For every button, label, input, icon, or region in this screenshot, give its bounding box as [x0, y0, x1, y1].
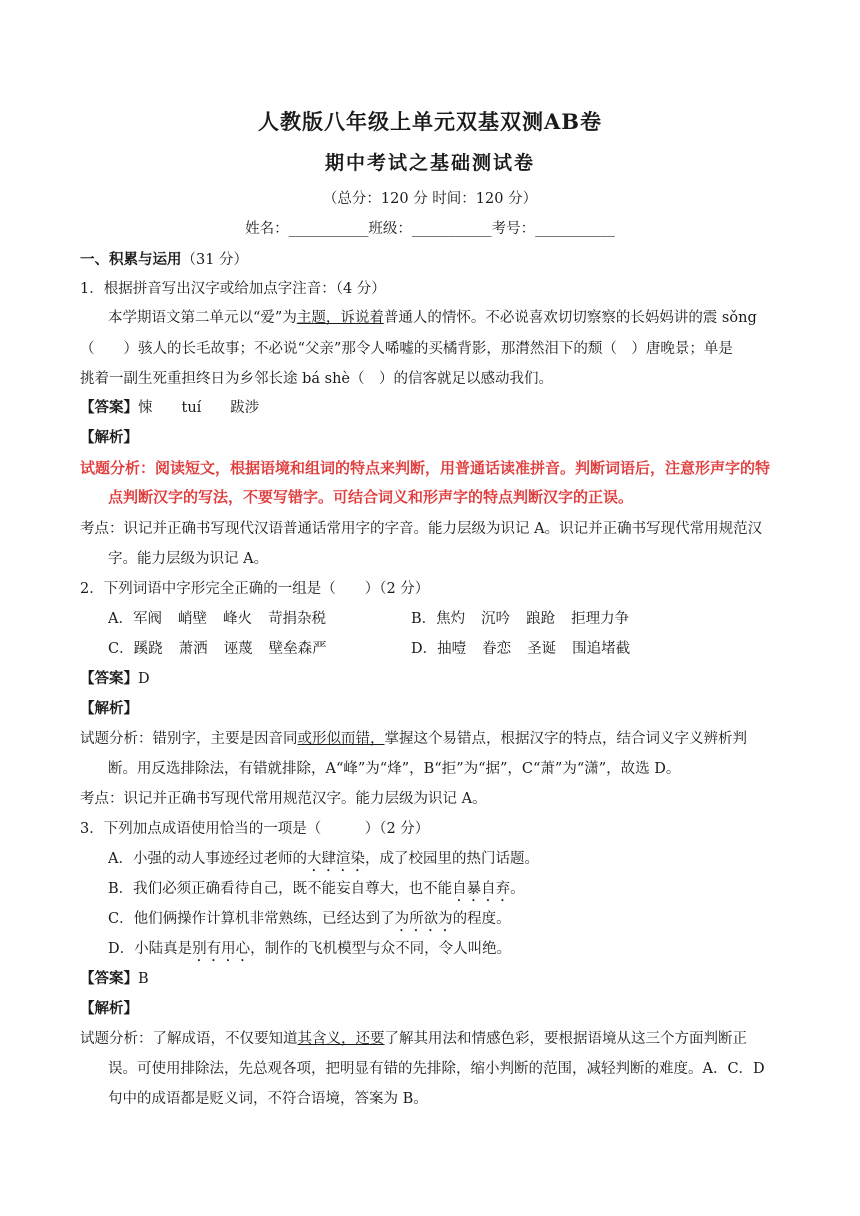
q1-passage-text: 普通人的情怀。不必说喜欢切切察察的长妈妈讲的震 sǒng	[383, 310, 757, 326]
q2-stem: 2．下列词语中字形完全正确的一组是（ ）（2 分）	[80, 581, 430, 597]
q2-kaodian: 考点：识记并正确书写现代常用规范汉字。能力层级为识记 A。	[80, 791, 487, 807]
q3-option-c	[108, 909, 511, 935]
answer-label: 【答案】	[80, 399, 138, 416]
option-text: B．我们必须正确看待自己，既不能妄自尊大，也不能	[108, 881, 453, 897]
analysis-text: 试题分析：了解成语，不仅要知道	[80, 1031, 298, 1047]
q2-analysis-line1	[80, 729, 747, 749]
option-word: 沉吟	[481, 611, 511, 627]
q1-passage-text: 本学期语文第二单元以“爱”为	[108, 310, 297, 326]
option-word: 圣诞	[527, 641, 557, 657]
score-info: （总分：120 分 时间：120 分）	[322, 191, 538, 207]
q3-analysis-label: 【解析】	[80, 1000, 138, 1017]
option-word: 苛捐杂税	[267, 611, 326, 627]
answer-text: D	[138, 671, 150, 687]
q2-option-d	[411, 639, 646, 659]
q2-analysis-label: 【解析】	[80, 700, 138, 717]
dotted-idiom: 别有用心	[192, 941, 251, 957]
option-text: C．他们俩操作计算机非常熟练，已经达到了	[108, 911, 395, 927]
option-word: 壁垒森严	[268, 641, 327, 657]
option-text: A．小强的动人事迹经过老师的	[108, 851, 307, 867]
option-text: 的程度。	[452, 911, 511, 927]
name-line: 姓名：___________班级：___________考号：___________	[245, 221, 615, 237]
analysis-underlined: 其含义，还要	[297, 1031, 385, 1047]
option-word: D．抽噎	[411, 641, 467, 657]
analysis-text: 了解其用法和情感色彩，要根据语境从这三个方面判断正	[384, 1031, 747, 1047]
answer-label: 【答案】	[80, 670, 138, 687]
option-word: 踉跄	[526, 611, 556, 627]
section-title: 一、积累与运用	[80, 251, 182, 268]
q2-analysis-line2: 断。用反选排除法，有错就排除，A“峰”为“烽”，B“拒”为“据”，C“萧”为“潇”，故选 D。	[108, 761, 681, 777]
option-text: ，制作的飞机模型与众不同，令人叫绝。	[250, 941, 512, 957]
q3-answer	[80, 969, 149, 989]
answer-text: B	[138, 971, 149, 987]
option-word: 诬蔑	[223, 641, 253, 657]
option-word: 围追堵截	[572, 641, 631, 657]
q2-answer	[80, 669, 150, 689]
analysis-underlined: 或形似而错，	[297, 731, 385, 747]
option-word: 峭壁	[177, 611, 207, 627]
q1-kaodian-line2: 字。能力层级为识记 A。	[108, 551, 269, 567]
dotted-idiom: 自暴自弃	[452, 881, 511, 897]
q1-passage-line3: 挑着一副生死重担终日为乡邻长途 bá shè（ ）的信客就足以感动我们。	[80, 371, 554, 387]
option-word: 眷恋	[482, 641, 512, 657]
option-word: 萧洒	[178, 641, 208, 657]
section-heading	[80, 250, 248, 270]
answer-label: 【答案】	[80, 970, 138, 987]
exam-subtitle: 期中考试之基础测试卷	[324, 152, 535, 174]
q1-passage-line2: （ ）骇人的长毛故事；不必说“父亲”那令人唏嘘的买橘背影，那潸然泪下的颓（ ）唐晚景；单是	[80, 341, 733, 357]
q1-analysis-label: 【解析】	[80, 429, 138, 446]
option-text: D．小陆真是	[108, 941, 193, 957]
q2-option-a	[108, 609, 342, 629]
option-word: 拒理力争	[571, 611, 630, 627]
option-word: C．蹊跷	[108, 641, 163, 657]
q2-option-b	[411, 609, 645, 629]
option-text: 。	[510, 881, 525, 897]
q1-analysis-line1: 试题分析：阅读短文，根据语境和组词的特点来判断，用普通话读准拼音。判断词语后，注意形声字的特	[80, 459, 771, 477]
analysis-text: 试题分析：错别字，主要是因音同	[80, 731, 298, 747]
q3-option-a	[108, 849, 539, 875]
q1-kaodian-line1: 考点：识记并正确书写现代汉语普通话常用字的字音。能力层级为识记 A。识记并正确书写现代常用规范汉	[80, 521, 763, 537]
section-points: （31 分）	[181, 252, 249, 268]
q1-passage-line1	[108, 308, 757, 328]
option-word: 峰火	[222, 611, 252, 627]
analysis-text: 掌握这个易错点，根据汉字的特点，结合词义字义辨析判	[384, 731, 747, 747]
q3-analysis-line2: 误。可使用排除法，先总观各项，把明显有错的先排除，缩小判断的范围，减轻判断的难度。A．C．D	[108, 1061, 765, 1077]
option-word: A．军阀	[108, 611, 162, 627]
q3-analysis-line3: 句中的成语都是贬义词，不符合语境，答案为 B。	[108, 1091, 428, 1107]
dotted-idiom: 大肆渲染	[306, 851, 365, 867]
q2-option-c	[108, 639, 343, 659]
q3-stem: 3．下列加点成语使用恰当的一项是（ ）（2 分）	[80, 821, 430, 837]
option-text: ，成了校园里的热门话题。	[364, 851, 539, 867]
answer-text: 悚 tuí 跋涉	[138, 400, 260, 416]
q1-analysis-line2: 点判断汉字的写法，不要写错字。可结合词义和形声字的特点判断汉字的正误。	[108, 488, 634, 506]
q3-option-d	[108, 939, 511, 965]
q1-passage-underlined: 主题，诉说着	[296, 310, 384, 326]
q1-stem: 1．根据拼音写出汉字或给加点字注音：（4 分）	[80, 281, 386, 297]
q1-answer	[80, 398, 259, 418]
option-word: B．焦灼	[411, 611, 466, 627]
dotted-idiom: 为所欲为	[394, 911, 453, 927]
q3-option-b	[108, 879, 525, 905]
q3-analysis-line1	[80, 1029, 747, 1049]
exam-title: 人教版八年级上单元双基双测AB卷	[257, 109, 603, 134]
